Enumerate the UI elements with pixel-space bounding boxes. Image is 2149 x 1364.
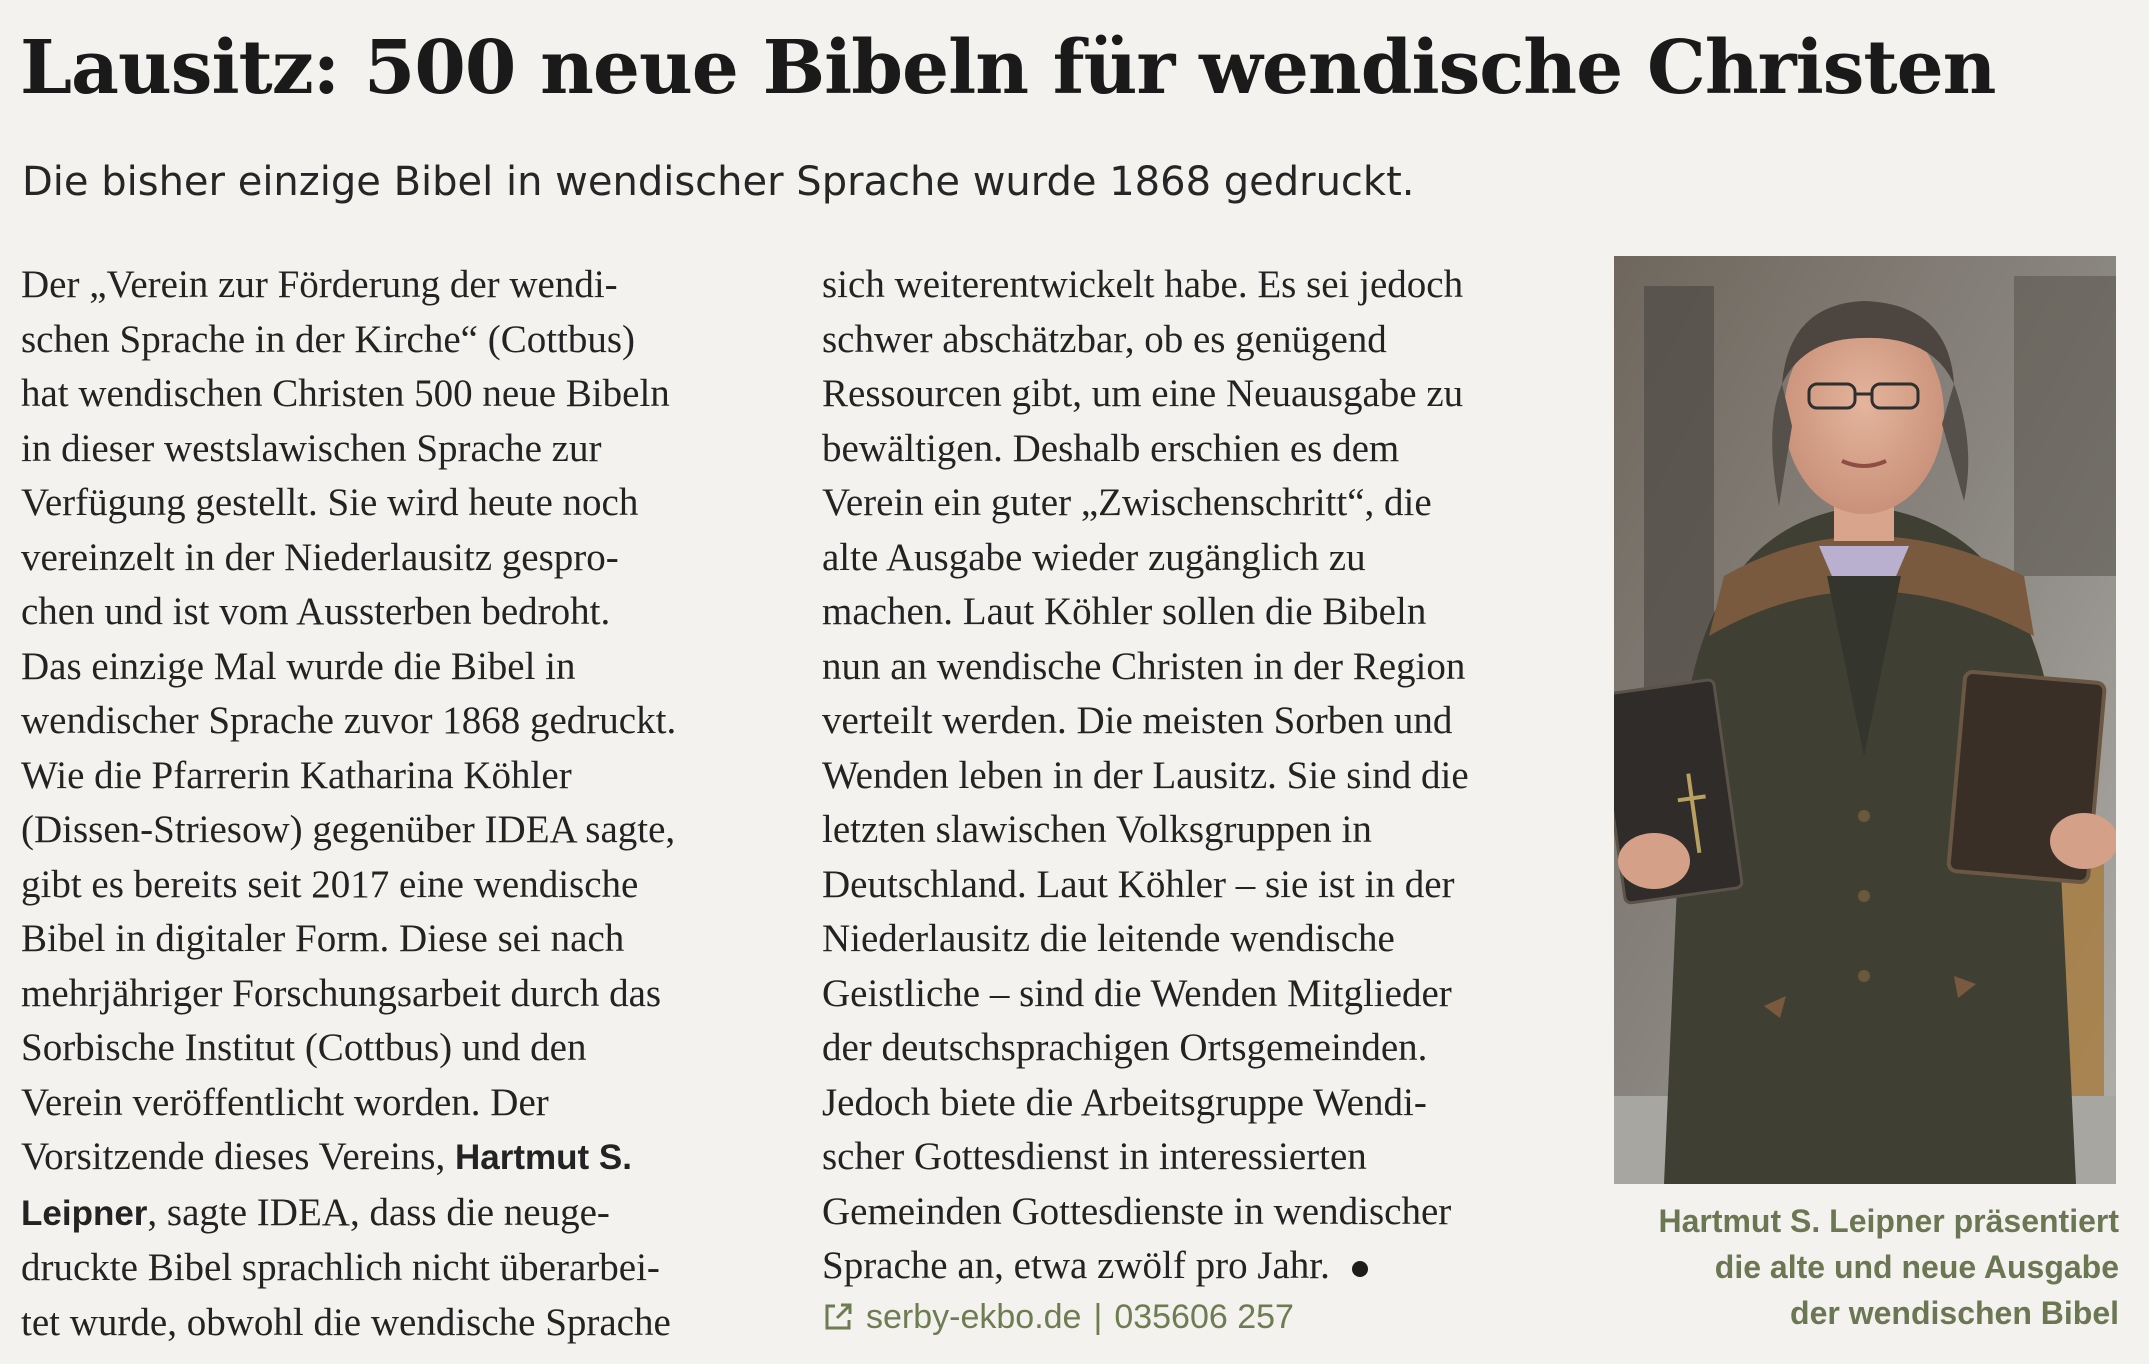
end-mark-icon — [1352, 1261, 1368, 1277]
text-line: sich weiterentwickelt habe. Es sei jedoch — [822, 263, 1464, 306]
text-segment: , sagte IDEA, dass die neuge- — [147, 1190, 610, 1234]
headline: Lausitz: 500 neue Bibeln für wendische Christen — [20, 25, 1996, 111]
photo-illustration — [1614, 256, 2116, 1184]
text-line: Bibel in digitaler Form. Diese sei nach — [21, 917, 625, 960]
caption-line: Hartmut S. Leipner präsentiert — [1658, 1203, 2119, 1239]
website-link[interactable]: serby-ekbo.de — [866, 1298, 1082, 1336]
separator: | — [1093, 1298, 1103, 1336]
external-link-icon — [822, 1301, 854, 1333]
text-line: Wie die Pfarrerin Katharina Köhler — [21, 753, 572, 797]
text-line: gibt es bereits seit 2017 eine wendische — [21, 862, 639, 906]
text-line: Geistliche – sind die Wenden Mitglieder — [822, 971, 1452, 1015]
text-line: mehrjähriger Forschungsarbeit durch das — [21, 971, 662, 1015]
text-line: in dieser westslawischen Sprache zur — [21, 426, 602, 470]
subheadline: Die bisher einzige Bibel in wendischer Sprache wurde 1868 gedruckt. — [22, 159, 1415, 205]
text-line — [822, 1239, 1622, 1294]
text-line: machen. Laut Köhler sollen die Bibeln — [822, 590, 1427, 633]
text-line: schwer abschätzbar, ob es genügend — [822, 317, 1387, 361]
text-line: Gemeinden Gottesdienste in wendischer — [822, 1189, 1452, 1233]
caption-line: die alte und neue Ausgabe — [1714, 1249, 2119, 1285]
article-photo — [1614, 256, 2116, 1184]
phone-number: 035606 257 — [1114, 1298, 1294, 1336]
text-line — [21, 1130, 791, 1186]
text-line: Deutschland. Laut Köhler – sie ist in der — [822, 862, 1455, 906]
text-line: Der „Verein zur Förderung der wendi- — [21, 263, 618, 306]
text-line — [21, 1186, 791, 1242]
text-line: Sorbische Institut (Cottbus) und den — [21, 1026, 587, 1069]
text-line: Niederlausitz die leitende wendische — [822, 917, 1395, 960]
text-segment: Vorsitzende dieses Vereins, — [21, 1135, 446, 1178]
text-line: nun an wendische Christen in der Region — [822, 644, 1466, 688]
text-line: vereinzelt in der Niederlausitz gespro- — [21, 535, 619, 579]
person-name: Leipner — [21, 1193, 148, 1233]
text-line: hat wendischen Christen 500 neue Bibeln — [21, 372, 670, 415]
text-line: schen Sprache in der Kirche“ (Cottbus) — [21, 317, 636, 361]
text-line: Verfügung gestellt. Sie wird heute noch — [21, 481, 639, 524]
photo-caption — [1658, 1198, 2119, 1336]
text-line: verteilt werden. Die meisten Sorben und — [822, 699, 1453, 742]
text-line: alte Ausgabe wieder zugänglich zu — [822, 535, 1366, 579]
text-line: scher Gottesdienst in interessierten — [822, 1135, 1367, 1178]
caption-line: der wendischen Bibel — [1790, 1295, 2119, 1331]
text-line: der deutschsprachigen Ortsgemeinden. — [822, 1026, 1428, 1069]
text-line: chen und ist vom Aussterben bedroht. — [21, 590, 611, 633]
article-column-1 — [21, 258, 791, 1350]
text-segment: Sprache an, etwa zwölf pro Jahr. — [822, 1244, 1330, 1287]
article-column-2 — [822, 258, 1622, 1294]
text-line: Das einzige Mal wurde die Bibel in — [21, 644, 576, 688]
text-line: bewältigen. Deshalb erschien es dem — [822, 426, 1400, 470]
text-line: (Dissen-Striesow) gegenüber IDEA sagte, — [21, 808, 676, 851]
text-line: Ressourcen gibt, um eine Neuausgabe zu — [822, 372, 1464, 415]
text-line: letzten slawischen Volksgruppen in — [822, 808, 1372, 851]
text-line: Verein veröffentlicht worden. Der — [21, 1080, 549, 1124]
text-line: druckte Bibel sprachlich nicht überarbei- — [21, 1246, 660, 1289]
person-name: Hartmut S. — [454, 1138, 632, 1177]
text-line: Jedoch biete die Arbeitsgruppe Wendi- — [822, 1080, 1427, 1124]
text-line: Verein ein guter „Zwischenschritt“, die — [822, 481, 1432, 524]
text-line: Wenden leben in der Lausitz. Sie sind die — [822, 753, 1469, 797]
text-line: wendischer Sprache zuvor 1868 gedruckt. — [21, 699, 677, 742]
contact-info — [822, 1292, 1294, 1342]
text-line: tet wurde, obwohl die wendische Sprache — [21, 1300, 671, 1344]
